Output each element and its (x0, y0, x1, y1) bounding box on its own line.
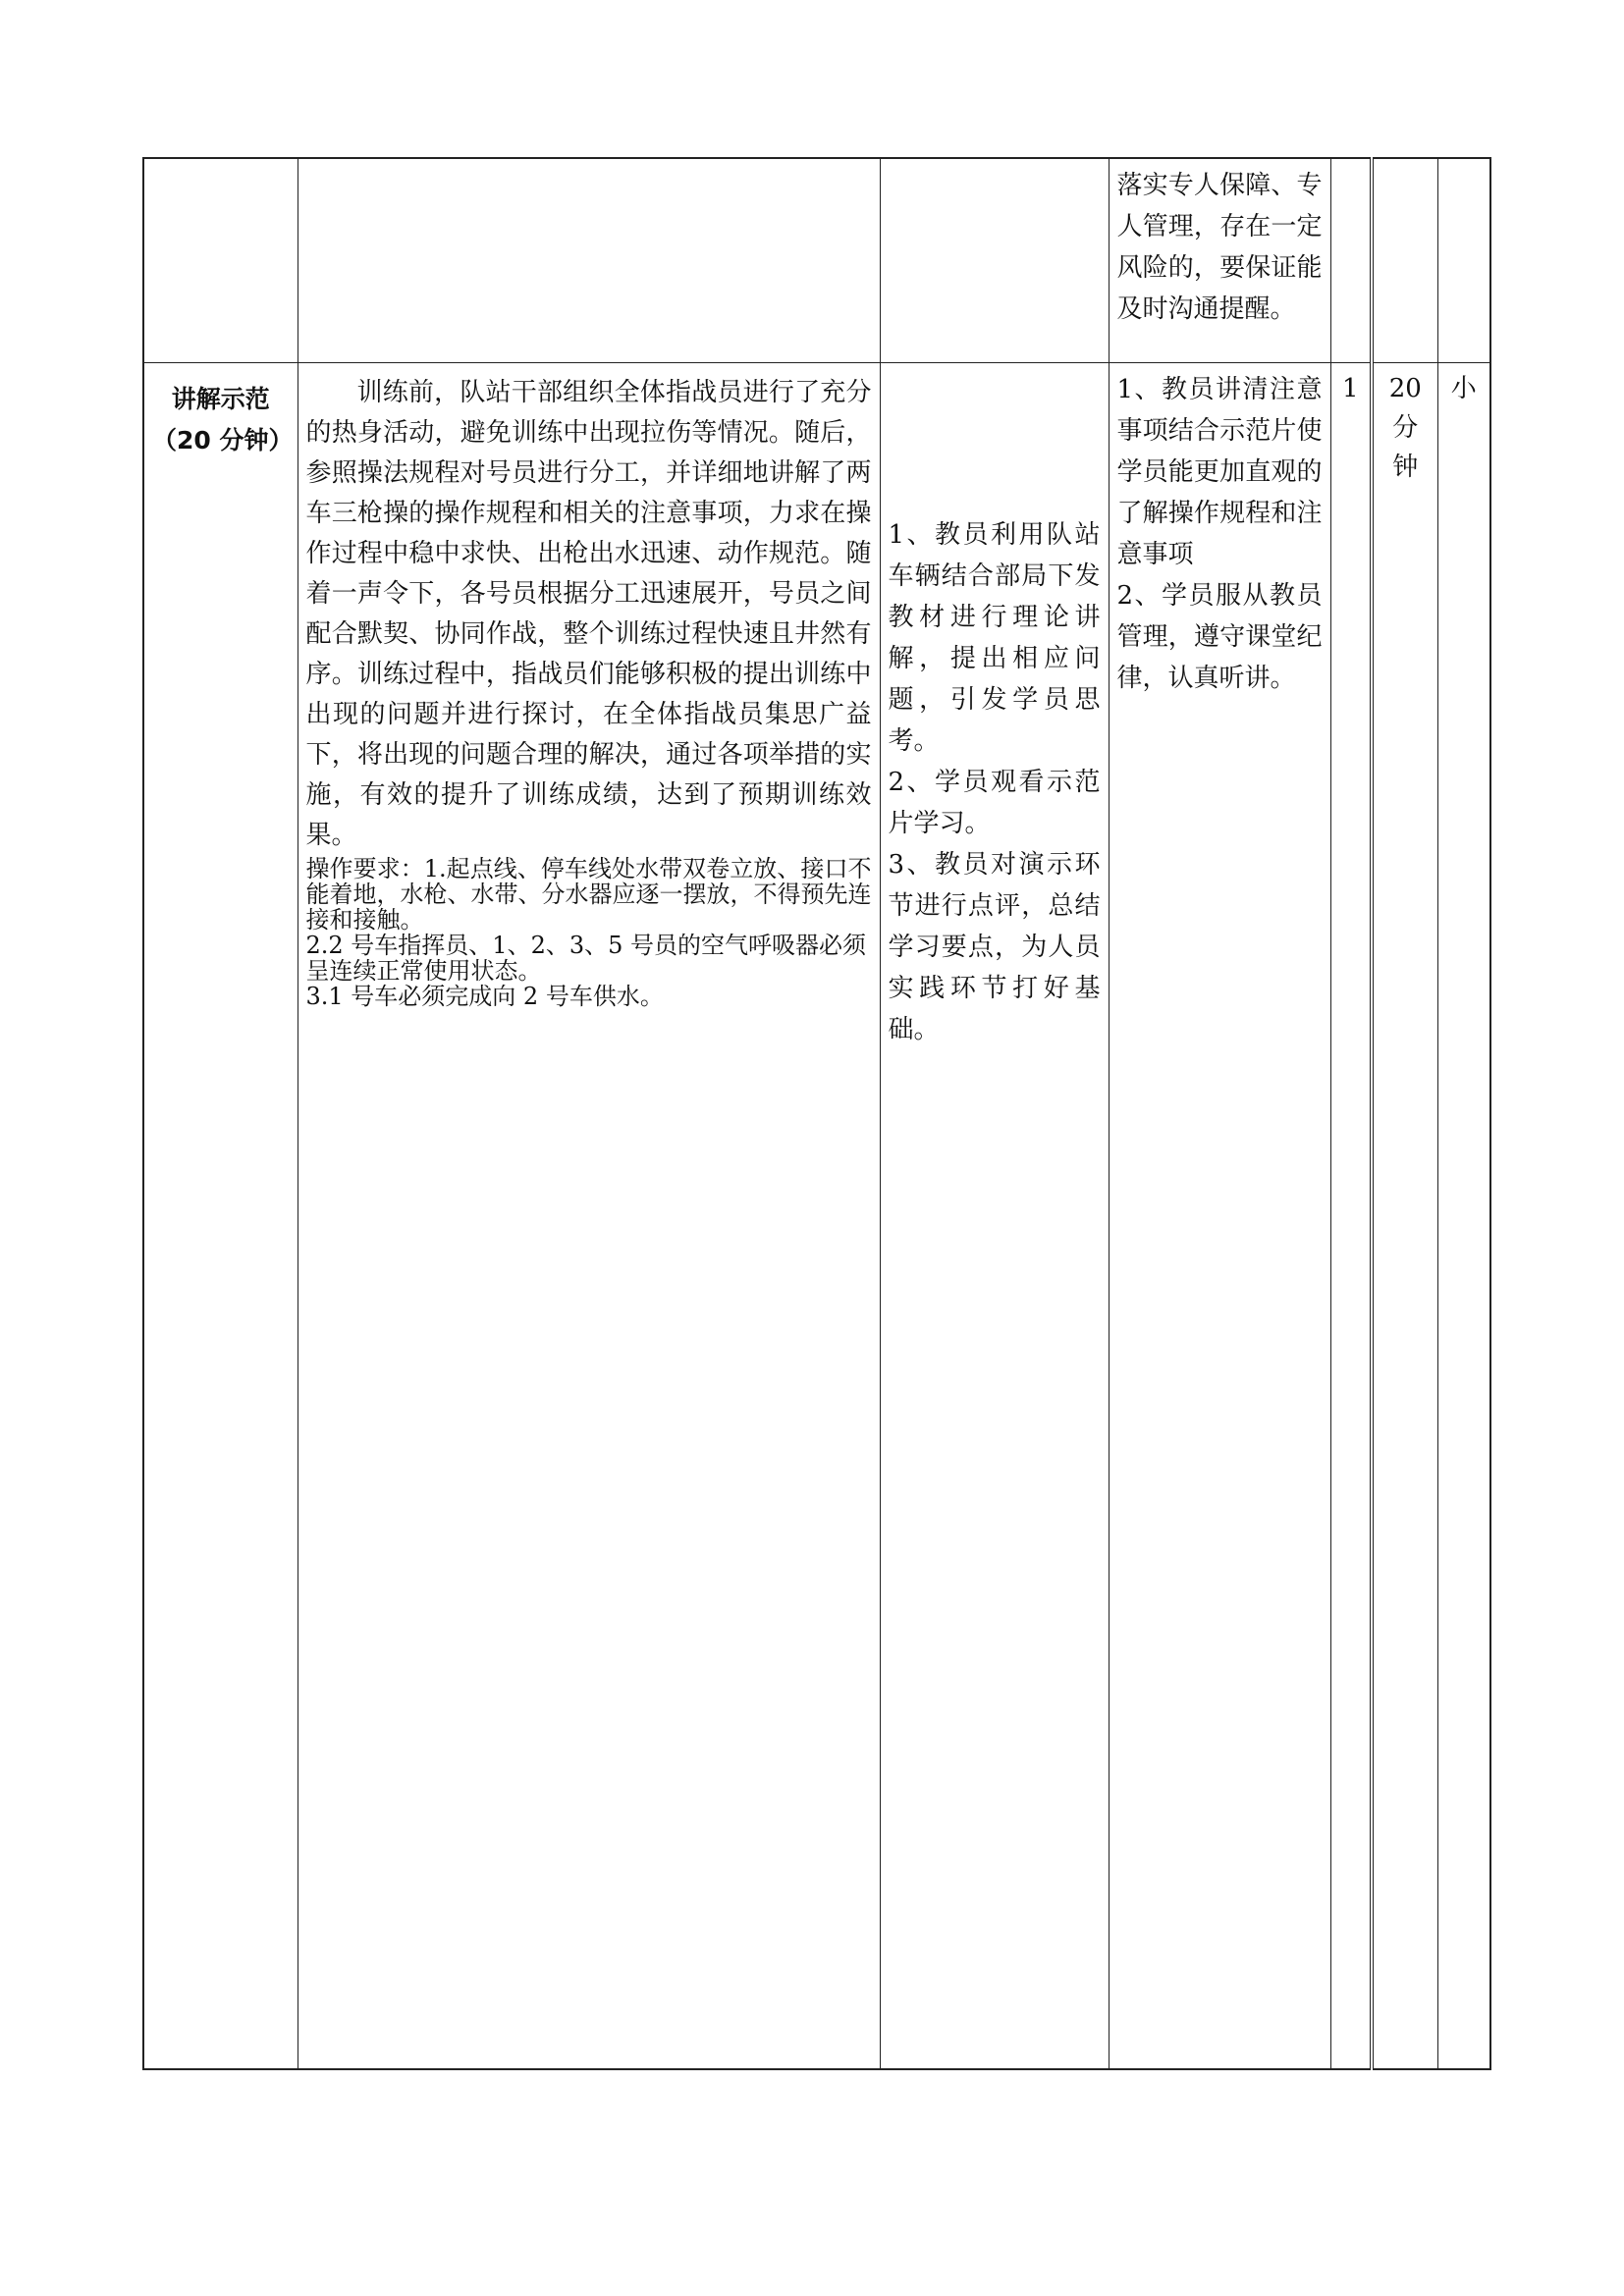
content-paragraph: 训练前，队站干部组织全体指战员进行了充分的热身活动，避免训练中出现拉伤等情况。随后，参照操法规程对号员进行分工，并详细地讲解了两车三枪操的操作规程和相关的注意事项，力求在操作过程中稳中求快、出枪出水迅速、动作规范。随着一声令下，各号员根据分工迅速展开，号员之间配合默契、协同作战，整个训练过程快速且井然有序。训练过程中，指战员们能够积极的提出训练中出现的问题并进行探讨，在全体指战员集思广益下，将出现的问题合理的解决，通过各项举措的实施，有效的提升了训练成绩，达到了预期训练效果。 (305, 377, 872, 850)
risk-note-text: 落实专人保障、专人管理，存在一定风险的，要保证能及时沟通提醒。 (1116, 171, 1323, 324)
cell-section-empty (143, 158, 298, 362)
table-row-continuation (143, 158, 1490, 362)
cell-last-empty (1437, 158, 1490, 362)
table-row-demonstration (143, 362, 1490, 2069)
cell-last (1437, 362, 1490, 2069)
requirement-3: 3.1 号车必须完成向 2 号车供水。 (305, 982, 664, 1010)
requirement-1: 操作要求：1.起点线、停车线处水带双卷立放、接口不能着地，水枪、水带、分水器应逐一摆放，不得预先连接和接触。 (305, 854, 872, 934)
section-title: 讲解示范 (171, 384, 270, 413)
cell-count-empty (1330, 158, 1372, 362)
last-column-value: 小 (1450, 373, 1477, 403)
requirement-2: 2.2 号车指挥员、1、2、3、5 号员的空气呼吸器必须呈连续正常使用状态。 (305, 931, 867, 985)
method-item-2: 2、学员观看示范片学习。 (888, 767, 1101, 838)
cell-content-empty (298, 158, 880, 362)
section-time: （20 分钟） (152, 425, 294, 454)
cell-risk-note (1109, 158, 1330, 362)
cell-duration (1372, 362, 1437, 2069)
student-req-2: 2、学员服从教员管理，遵守课堂纪律，认真听讲。 (1116, 580, 1323, 693)
cell-method-empty (880, 158, 1109, 362)
lesson-plan-table (142, 157, 1491, 2070)
cell-count (1330, 362, 1372, 2069)
cell-student-requirements (1109, 362, 1330, 2069)
cell-duration-empty (1372, 158, 1437, 362)
method-list (889, 514, 1101, 1050)
cell-training-content (298, 362, 880, 2069)
cell-section-label (143, 362, 298, 2069)
cell-teaching-method (880, 362, 1109, 2069)
method-item-1: 1、教员利用队站车辆结合部局下发教材进行理论讲解，提出相应问题，引发学员思考。 (888, 519, 1101, 756)
count-value: 1 (1341, 373, 1359, 403)
student-req-1: 1、教员讲清注意事项结合示范片使学员能更加直观的了解操作规程和注意事项 (1116, 374, 1323, 569)
method-item-3: 3、教员对演示环节进行点评，总结学习要点，为人员实践环节打好基础。 (888, 849, 1101, 1044)
duration-value: 20 分 钟 (1388, 373, 1422, 482)
